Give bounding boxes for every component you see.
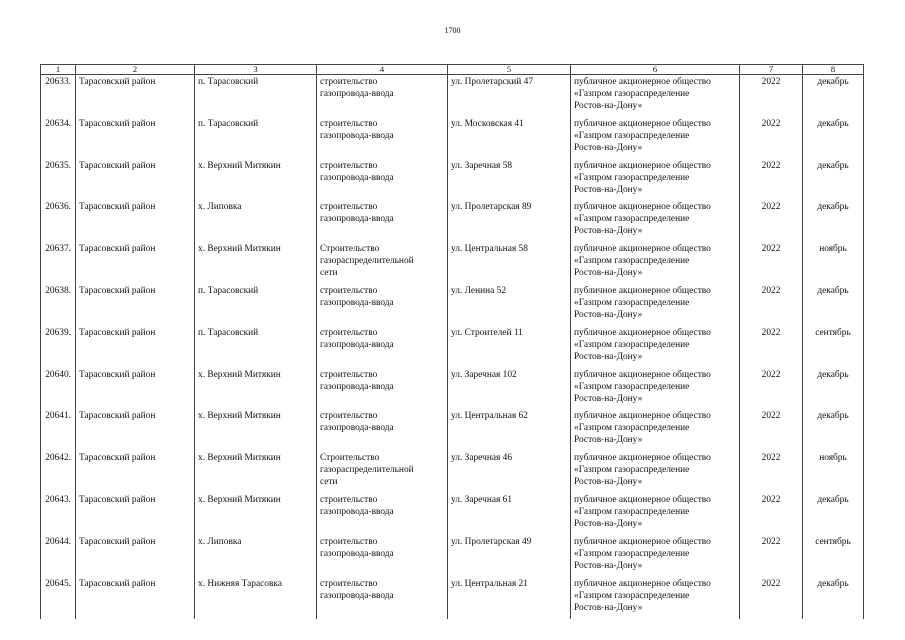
- month-cell: декабрь: [803, 159, 864, 201]
- column-header: 8: [803, 65, 864, 75]
- organization-cell: [571, 159, 740, 201]
- locality-cell: п. Тарасовский: [195, 326, 317, 368]
- month-cell: сентябрь: [803, 326, 864, 368]
- year-cell: 2022: [740, 200, 803, 242]
- work-type-cell-line: газопровода-ввода: [320, 506, 394, 517]
- month-cell: декабрь: [803, 368, 864, 410]
- work-type-cell-line: строительство: [320, 494, 378, 505]
- district-cell: Тарасовский район: [76, 493, 195, 535]
- work-type-cell-line: газораспределительной: [320, 256, 414, 267]
- work-type-cell-line: газопровода-ввода: [320, 214, 394, 225]
- year-cell: 2022: [740, 75, 803, 117]
- district-cell: Тарасовский район: [76, 451, 195, 493]
- organization-cell-line: публичное акционерное общество: [574, 411, 711, 422]
- work-type-cell-line: газопровода-ввода: [320, 89, 394, 99]
- organization-cell-line: «Газпром газораспределение: [574, 89, 690, 99]
- header-row: [41, 65, 864, 75]
- organization-cell-line: публичное акционерное общество: [574, 202, 711, 213]
- locality-cell: х. Липовка: [195, 535, 317, 577]
- organization-cell-line: «Газпром газораспределение: [574, 297, 690, 308]
- row-number: 20641.: [41, 409, 76, 451]
- organization-cell-line: публичное акционерное общество: [574, 118, 711, 129]
- organization-cell-line: публичное акционерное общество: [574, 369, 711, 380]
- row-number: 20639.: [41, 326, 76, 368]
- address-cell: ул. Центральная 62: [448, 409, 571, 451]
- address-cell: ул. Пролетарская 49: [448, 535, 571, 577]
- locality-cell: х. Верхний Митякин: [195, 451, 317, 493]
- work-type-cell-line: строительство: [320, 327, 378, 338]
- organization-cell-line: Ростов-на-Дону»: [574, 309, 643, 320]
- organization-cell-line: Ростов-на-Дону»: [574, 101, 643, 111]
- column-header: 6: [571, 65, 740, 75]
- district-cell: Тарасовский район: [76, 368, 195, 410]
- work-type-cell: [317, 117, 448, 159]
- work-type-cell-line: Строительство: [320, 244, 380, 255]
- organization-cell-line: Ростов-на-Дону»: [574, 268, 643, 279]
- address-cell: ул. Центральная 21: [448, 577, 571, 619]
- work-type-cell-line: газопровода-ввода: [320, 297, 394, 308]
- month-cell: декабрь: [803, 409, 864, 451]
- organization-cell-line: «Газпром газораспределение: [574, 548, 690, 559]
- table-row: [41, 493, 864, 535]
- work-type-cell: [317, 242, 448, 284]
- locality-cell: п. Тарасовский: [195, 117, 317, 159]
- column-header: 1: [41, 65, 76, 75]
- month-cell: декабрь: [803, 284, 864, 326]
- locality-cell: х. Верхний Митякин: [195, 159, 317, 201]
- address-cell: ул. Пролетарская 89: [448, 200, 571, 242]
- address-cell: ул. Строителей 11: [448, 326, 571, 368]
- organization-cell: [571, 284, 740, 326]
- address-cell: ул. Заречная 102: [448, 368, 571, 410]
- year-cell: 2022: [740, 368, 803, 410]
- work-type-cell-line: газопровода-ввода: [320, 339, 394, 350]
- work-type-cell: [317, 409, 448, 451]
- year-cell: 2022: [740, 284, 803, 326]
- year-cell: 2022: [740, 242, 803, 284]
- locality-cell: х. Верхний Митякин: [195, 493, 317, 535]
- organization-cell-line: публичное акционерное общество: [574, 244, 711, 255]
- table-row: [41, 159, 864, 201]
- organization-cell: [571, 200, 740, 242]
- organization-cell: [571, 451, 740, 493]
- work-type-cell-line: сети: [320, 477, 338, 488]
- organization-cell-line: публичное акционерное общество: [574, 160, 711, 171]
- month-cell: ноябрь: [803, 242, 864, 284]
- address-cell: ул. Центральная 58: [448, 242, 571, 284]
- district-cell: Тарасовский район: [76, 117, 195, 159]
- organization-cell-line: Ростов-на-Дону»: [574, 560, 643, 571]
- address-cell: ул. Заречная 58: [448, 159, 571, 201]
- year-cell: 2022: [740, 159, 803, 201]
- organization-cell-line: публичное акционерное общество: [574, 536, 711, 547]
- work-type-cell-line: Строительство: [320, 453, 380, 464]
- year-cell: 2022: [740, 535, 803, 577]
- row-number: 20645.: [41, 577, 76, 619]
- work-type-cell-line: газопровода-ввода: [320, 548, 394, 559]
- year-cell: 2022: [740, 493, 803, 535]
- work-type-cell-line: строительство: [320, 411, 378, 422]
- work-type-cell: [317, 368, 448, 410]
- work-type-cell-line: строительство: [320, 202, 378, 213]
- year-cell: 2022: [740, 409, 803, 451]
- month-cell: декабрь: [803, 75, 864, 117]
- row-number: 20640.: [41, 368, 76, 410]
- work-type-cell-line: строительство: [320, 77, 378, 87]
- work-type-cell-line: газопровода-ввода: [320, 381, 394, 392]
- organization-cell-line: «Газпром газораспределение: [574, 590, 690, 601]
- organization-cell-line: Ростов-на-Дону»: [574, 142, 643, 153]
- organization-cell-line: публичное акционерное общество: [574, 578, 711, 589]
- organization-cell-line: Ростов-на-Дону»: [574, 435, 643, 446]
- locality-cell: п. Тарасовский: [195, 284, 317, 326]
- month-cell: декабрь: [803, 493, 864, 535]
- work-type-cell-line: газопровода-ввода: [320, 590, 394, 601]
- locality-cell: х. Верхний Митякин: [195, 368, 317, 410]
- table-row: [41, 577, 864, 619]
- month-cell: декабрь: [803, 577, 864, 619]
- organization-cell-line: публичное акционерное общество: [574, 285, 711, 296]
- row-number: 20633.: [41, 75, 76, 117]
- organization-cell-line: публичное акционерное общество: [574, 327, 711, 338]
- district-cell: Тарасовский район: [76, 200, 195, 242]
- district-cell: Тарасовский район: [76, 326, 195, 368]
- row-number: 20643.: [41, 493, 76, 535]
- work-type-cell-line: строительство: [320, 536, 378, 547]
- gas-works-table: [40, 64, 864, 619]
- district-cell: Тарасовский район: [76, 577, 195, 619]
- work-type-cell: [317, 75, 448, 117]
- work-type-cell: [317, 159, 448, 201]
- work-type-cell-line: строительство: [320, 160, 378, 171]
- address-cell: ул. Ленина 52: [448, 284, 571, 326]
- row-number: 20638.: [41, 284, 76, 326]
- organization-cell: [571, 409, 740, 451]
- district-cell: Тарасовский район: [76, 242, 195, 284]
- organization-cell-line: Ростов-на-Дону»: [574, 477, 643, 488]
- district-cell: Тарасовский район: [76, 159, 195, 201]
- district-cell: Тарасовский район: [76, 75, 195, 117]
- address-cell: ул. Московская 41: [448, 117, 571, 159]
- organization-cell-line: «Газпром газораспределение: [574, 423, 690, 434]
- year-cell: 2022: [740, 451, 803, 493]
- row-number: 20642.: [41, 451, 76, 493]
- district-cell: Тарасовский район: [76, 284, 195, 326]
- work-type-cell: [317, 284, 448, 326]
- table-row: [41, 535, 864, 577]
- organization-cell: [571, 577, 740, 619]
- organization-cell-line: «Газпром газораспределение: [574, 339, 690, 350]
- locality-cell: х. Нижняя Тарасовка: [195, 577, 317, 619]
- month-cell: сентябрь: [803, 535, 864, 577]
- work-type-cell: [317, 577, 448, 619]
- column-header: 7: [740, 65, 803, 75]
- organization-cell-line: «Газпром газораспределение: [574, 172, 690, 183]
- table-row: [41, 75, 864, 117]
- organization-cell-line: Ростов-на-Дону»: [574, 393, 643, 404]
- table-row: [41, 117, 864, 159]
- work-type-cell-line: газопровода-ввода: [320, 130, 394, 141]
- column-header: 3: [195, 65, 317, 75]
- organization-cell-line: Ростов-на-Дону»: [574, 184, 643, 195]
- organization-cell: [571, 326, 740, 368]
- table-row: [41, 326, 864, 368]
- page-number: 1700: [444, 26, 461, 35]
- year-cell: 2022: [740, 326, 803, 368]
- organization-cell-line: Ростов-на-Дону»: [574, 518, 643, 529]
- address-cell: ул. Заречная 61: [448, 493, 571, 535]
- row-number: 20634.: [41, 117, 76, 159]
- column-header: 2: [76, 65, 195, 75]
- table-row: [41, 409, 864, 451]
- work-type-cell: [317, 200, 448, 242]
- column-header: 4: [317, 65, 448, 75]
- locality-cell: х. Верхний Митякин: [195, 409, 317, 451]
- month-cell: ноябрь: [803, 451, 864, 493]
- work-type-cell-line: строительство: [320, 118, 378, 129]
- work-type-cell: [317, 326, 448, 368]
- organization-cell-line: публичное акционерное общество: [574, 494, 711, 505]
- organization-cell-line: «Газпром газораспределение: [574, 381, 690, 392]
- address-cell: ул. Заречная 46: [448, 451, 571, 493]
- organization-cell-line: «Газпром газораспределение: [574, 214, 690, 225]
- work-type-cell-line: строительство: [320, 285, 378, 296]
- organization-cell-line: Ростов-на-Дону»: [574, 602, 643, 613]
- organization-cell: [571, 493, 740, 535]
- table-row: [41, 200, 864, 242]
- table-body: [41, 75, 864, 619]
- locality-cell: х. Липовка: [195, 200, 317, 242]
- organization-cell: [571, 117, 740, 159]
- table-row: [41, 368, 864, 410]
- table-row: [41, 451, 864, 493]
- work-type-cell-line: строительство: [320, 578, 378, 589]
- year-cell: 2022: [740, 117, 803, 159]
- work-type-cell-line: сети: [320, 268, 338, 279]
- locality-cell: х. Верхний Митякин: [195, 242, 317, 284]
- locality-cell: п. Тарасовский: [195, 75, 317, 117]
- organization-cell-line: публичное акционерное общество: [574, 77, 711, 87]
- work-type-cell: [317, 451, 448, 493]
- table-row: [41, 284, 864, 326]
- work-type-cell-line: газораспределительной: [320, 465, 414, 476]
- organization-cell: [571, 368, 740, 410]
- organization-cell-line: Ростов-на-Дону»: [574, 226, 643, 237]
- organization-cell: [571, 75, 740, 117]
- row-number: 20635.: [41, 159, 76, 201]
- organization-cell-line: Ростов-на-Дону»: [574, 351, 643, 362]
- district-cell: Тарасовский район: [76, 409, 195, 451]
- organization-cell: [571, 242, 740, 284]
- month-cell: декабрь: [803, 200, 864, 242]
- organization-cell-line: «Газпром газораспределение: [574, 465, 690, 476]
- row-number: 20637.: [41, 242, 76, 284]
- row-number: 20636.: [41, 200, 76, 242]
- work-type-cell: [317, 535, 448, 577]
- district-cell: Тарасовский район: [76, 535, 195, 577]
- table-row: [41, 242, 864, 284]
- organization-cell-line: «Газпром газораспределение: [574, 130, 690, 141]
- organization-cell: [571, 535, 740, 577]
- month-cell: декабрь: [803, 117, 864, 159]
- row-number: 20644.: [41, 535, 76, 577]
- work-type-cell: [317, 493, 448, 535]
- work-type-cell-line: газопровода-ввода: [320, 172, 394, 183]
- work-type-cell-line: газопровода-ввода: [320, 423, 394, 434]
- address-cell: ул. Пролетарский 47: [448, 75, 571, 117]
- organization-cell-line: публичное акционерное общество: [574, 453, 711, 464]
- column-header: 5: [448, 65, 571, 75]
- work-type-cell-line: строительство: [320, 369, 378, 380]
- organization-cell-line: «Газпром газораспределение: [574, 506, 690, 517]
- organization-cell-line: «Газпром газораспределение: [574, 256, 690, 267]
- year-cell: 2022: [740, 577, 803, 619]
